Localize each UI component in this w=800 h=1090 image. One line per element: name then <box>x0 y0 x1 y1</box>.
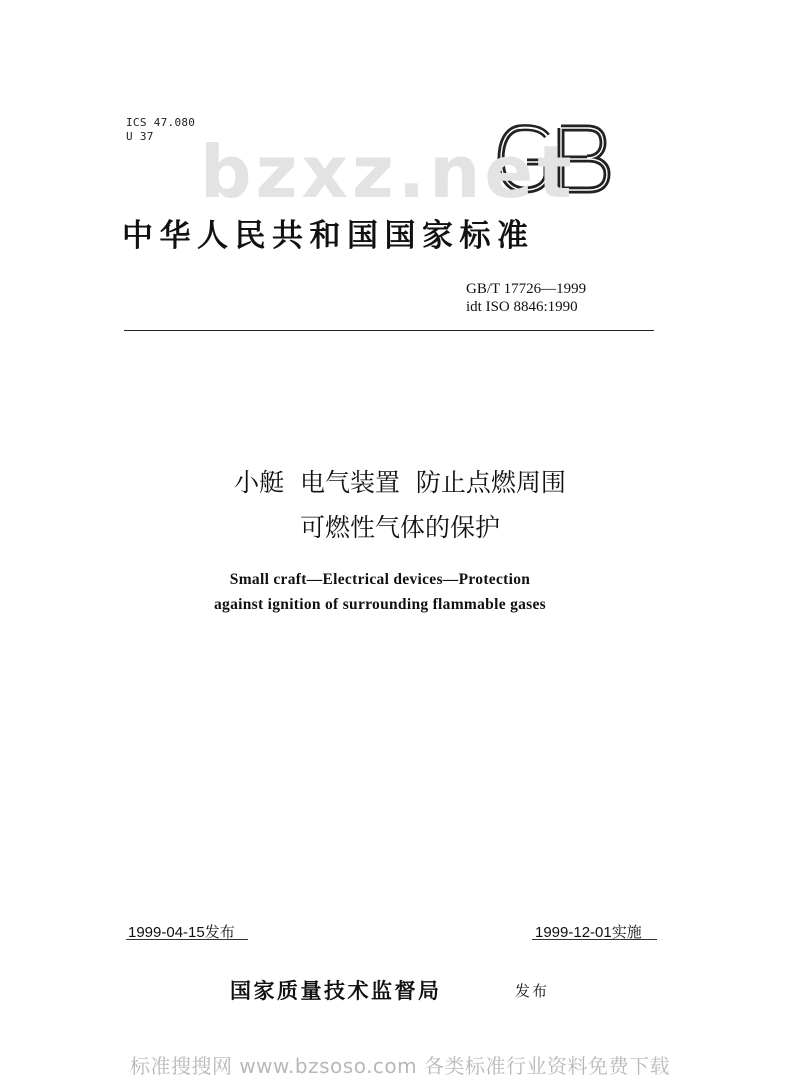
issuing-authority: 国家质量技术监督局 <box>230 978 442 1003</box>
watermark-text: bzxz.net <box>200 130 576 214</box>
title-en-line2: against ignition of surrounding flammable gases <box>213 596 547 613</box>
title-en-line1: Small craft—Electrical devices—Protection <box>229 571 531 588</box>
ccs-code: U 37 <box>126 130 154 143</box>
implementation-date-underline <box>532 939 657 940</box>
issuing-suffix: 发布 <box>515 982 550 1000</box>
title-cn-line1: 小艇 电气装置 防止点燃周围 <box>234 468 566 497</box>
issue-date-underline <box>126 939 248 940</box>
equivalent-standard: idt ISO 8846:1990 <box>466 299 578 315</box>
header-divider <box>124 330 654 331</box>
national-standard-title: 中华人民共和国国家标准 <box>122 218 535 254</box>
implementation-date: 1999-12-01实施 <box>535 924 642 941</box>
issue-date: 1999-04-15发布 <box>128 924 235 941</box>
ics-code: ICS 47.080 <box>126 116 196 129</box>
title-cn-line2: 可燃性气体的保护 <box>299 513 500 542</box>
footer-watermark-banner: 标准搜搜网 www.bzsoso.com 各类标准行业资料免费下载 <box>129 1054 671 1078</box>
standard-number: GB/T 17726—1999 <box>466 281 587 297</box>
